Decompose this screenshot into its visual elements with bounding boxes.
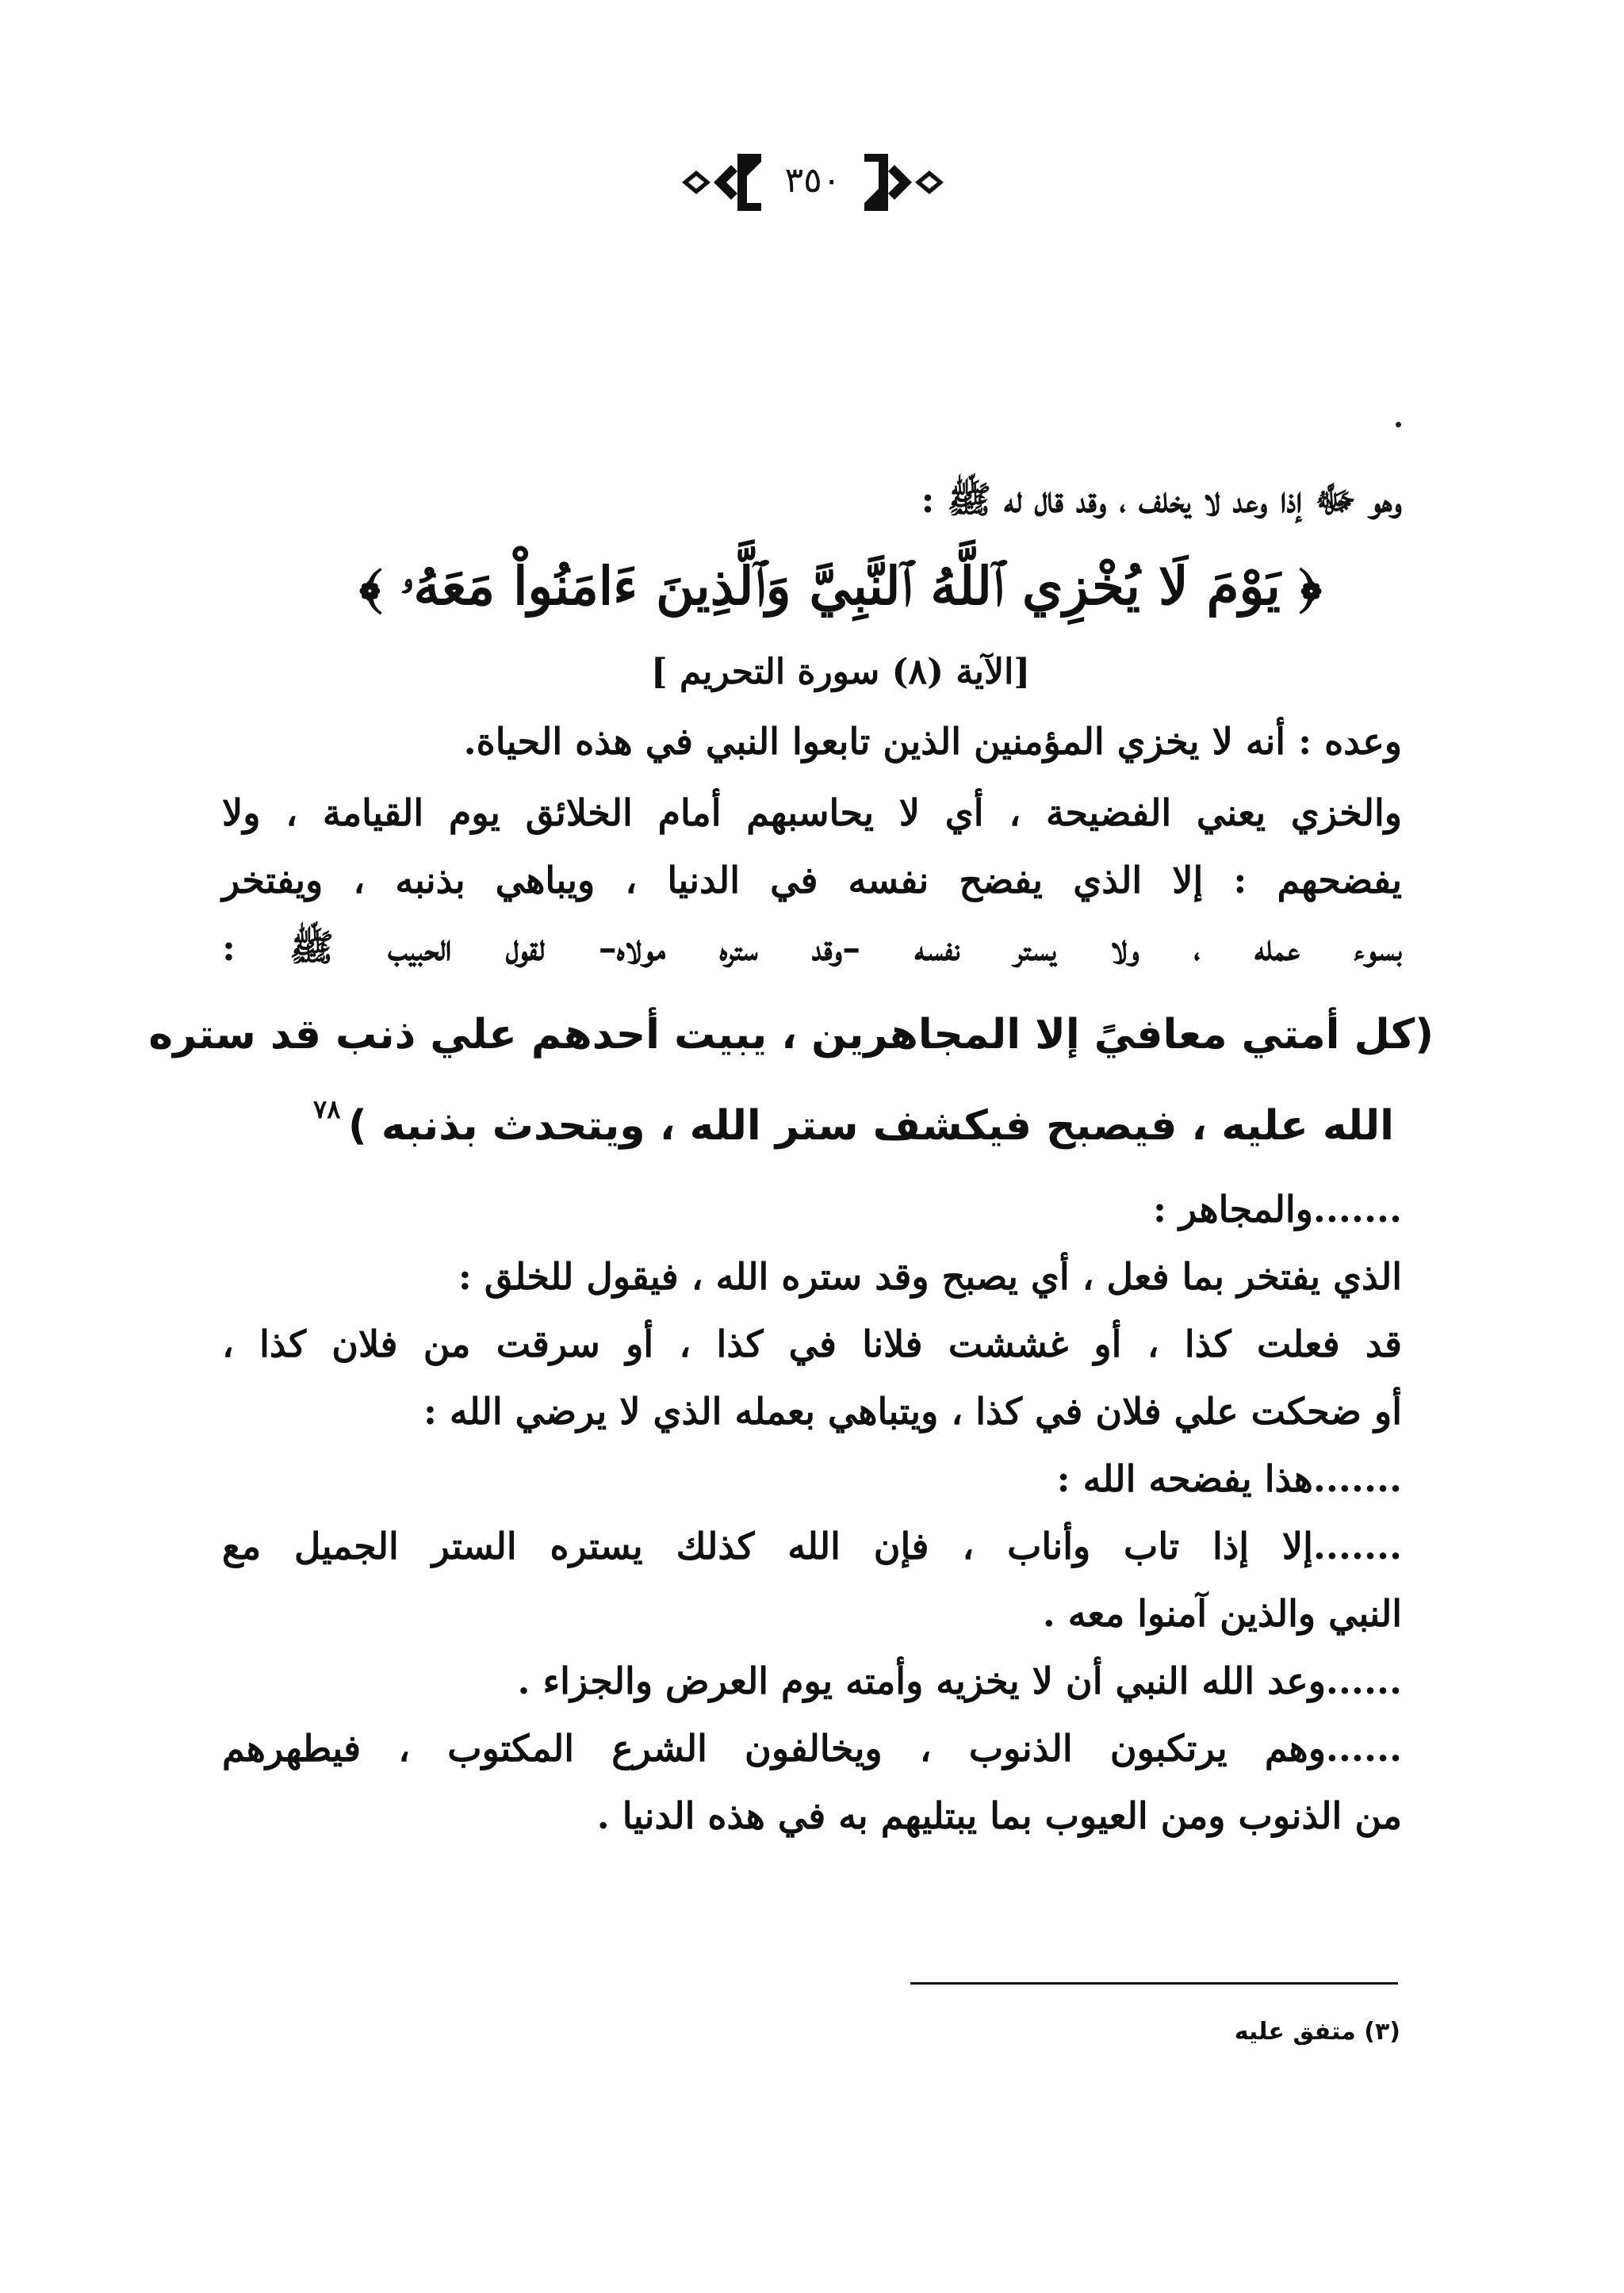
stray-dot bbox=[1396, 422, 1401, 427]
text-line-5: بسوء عمله ، ولا يستر نفسه –وقد ستره مولاه– لقول الحبيب ﷺ : bbox=[222, 926, 1402, 969]
footnote-divider bbox=[910, 1982, 1398, 1985]
verse-reference: [الآية (٨) سورة التحريم ] bbox=[650, 652, 1031, 692]
text-line-12: النبي والذين آمنوا معه . bbox=[1042, 1592, 1402, 1635]
text-line-11: .......إلا إذا تاب وأناب ، فإن الله كذلك يستره الستر الجميل مع bbox=[222, 1525, 1402, 1568]
text-line-4: يفضحهم : إلا الذي يفضح نفسه في الدنيا ، ويباهي بذنبه ، ويفتخر bbox=[222, 859, 1402, 902]
hadith-line-1: (كل أمتي معافيً إلا المجاهرين ، يبيت أحدهم علي ذنب قد ستره bbox=[148, 1011, 1434, 1058]
page-number-ornament bbox=[682, 143, 944, 222]
quran-verse: ﴿ يَوْمَ لَا يُخْزِي ٱللَّهُ ٱلنَّبِيَّ وَٱلَّذِينَ ءَامَنُواْ مَعَهُۥ ﴾ bbox=[358, 555, 1323, 617]
text-line-9: أو ضحكت علي فلان في كذا ، ويتباهي بعمله الذي لا يرضي الله : bbox=[423, 1390, 1402, 1433]
text-line-7: الذي يفتخر بما فعل ، أي يصبح وقد ستره الله ، فيقول للخلق : bbox=[458, 1255, 1402, 1298]
text-line-2: وعده : أنه لا يخزي المؤمنين الذين تابعوا النبي في هذه الحياة. bbox=[463, 720, 1402, 763]
hadith-line-2: الله عليه ، فيصبح فيكشف ستر الله ، ويتحدث بذنبه ) bbox=[347, 1102, 1394, 1150]
footnote-text: (٣) متفق عليه bbox=[1234, 2018, 1400, 2046]
page-number: ٣٥٠ bbox=[784, 160, 841, 201]
text-line-1: وهو ﷻ إذا وعد لا يخلف ، وقد قال له ﷺ : bbox=[921, 478, 1402, 521]
text-line-15: من الذنوب ومن العيوب بما يبتليهم به في هذه الدنيا . bbox=[596, 1794, 1402, 1837]
footnote-marker: ٧٨ bbox=[313, 1094, 341, 1124]
text-line-14: ......وهم يرتكبون الذنوب ، ويخالفون الشرع المكتوب ، فيطهرهم bbox=[222, 1727, 1402, 1770]
text-line-8: قد فعلت كذا ، أو غششت فلانا في كذا ، أو سرقت من فلان كذا ، bbox=[222, 1323, 1402, 1365]
text-line-3: والخزي يعني الفضيحة ، أي لا يحاسبهم أمام الخلائق يوم القيامة ، ولا bbox=[222, 791, 1402, 834]
text-line-6: .......والمجاهر : bbox=[1152, 1188, 1402, 1231]
text-line-13: ......وعد الله النبي أن لا يخزيه وأمته يوم العرض والجزاء . bbox=[517, 1659, 1402, 1702]
text-line-10: .......هذا يفضحه الله : bbox=[1056, 1457, 1402, 1500]
